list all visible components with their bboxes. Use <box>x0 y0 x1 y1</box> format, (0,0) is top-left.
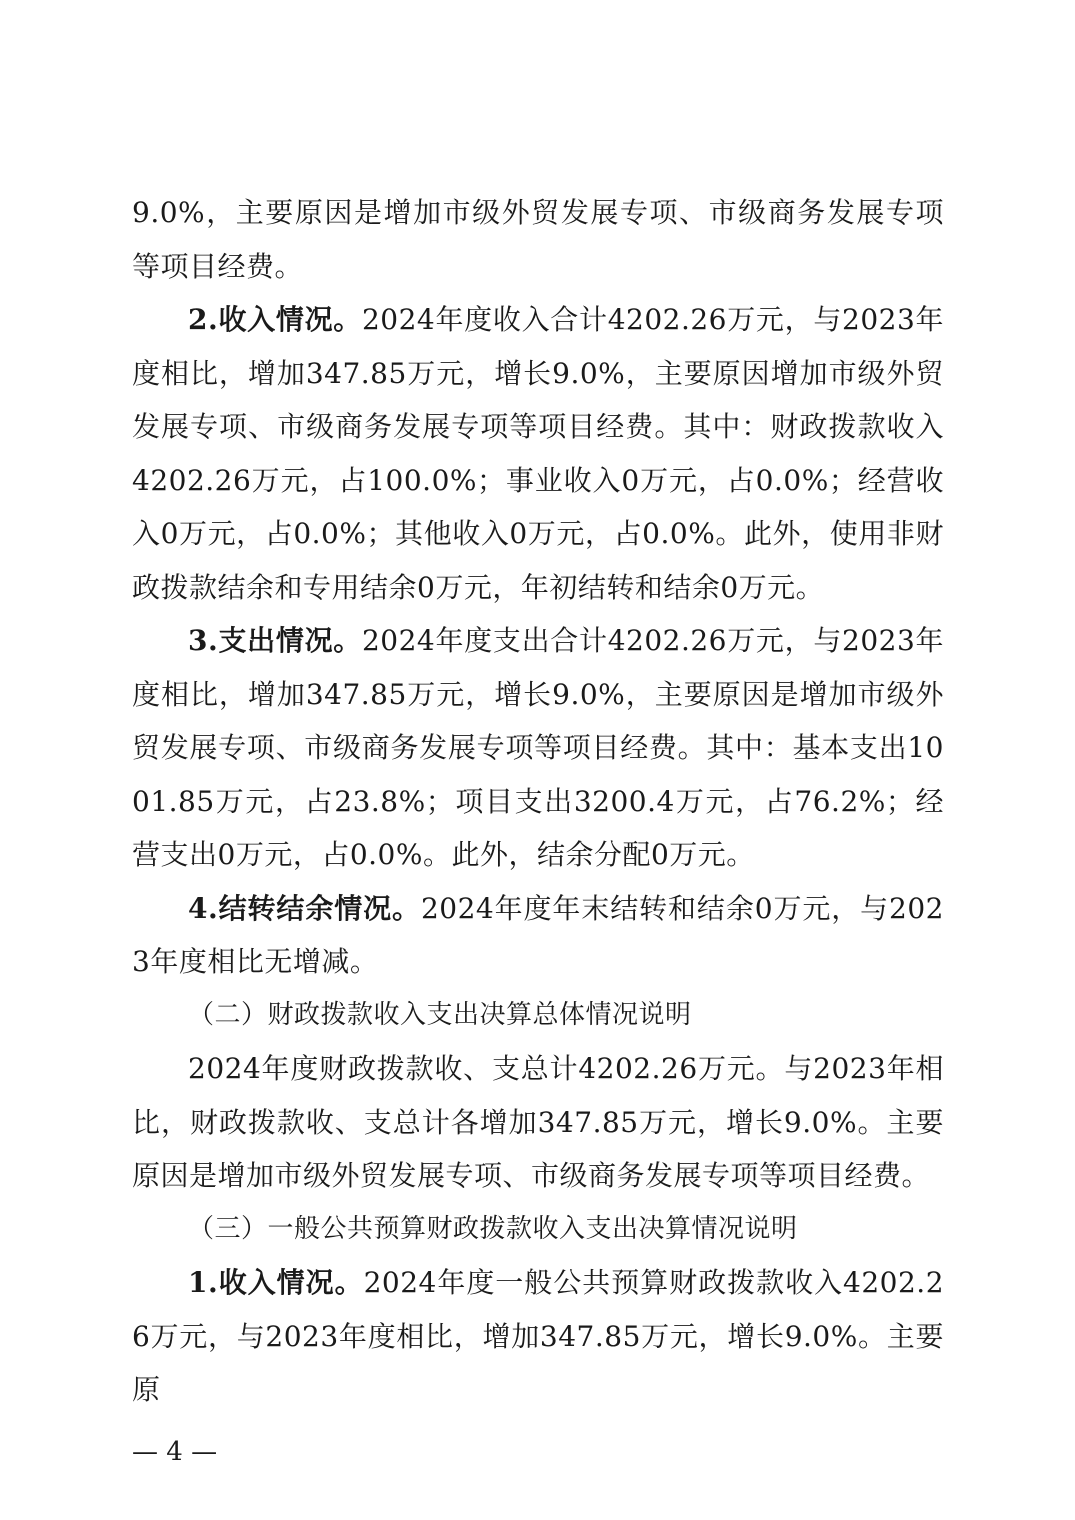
page-number: — 4 — <box>132 1437 218 1467</box>
paragraph-heading: 4.结转结余情况。 <box>188 891 421 925</box>
paragraph-text: 9.0%，主要原因是增加市级外贸发展专项、市级商务发展专项等项目经费。 <box>132 196 944 283</box>
paragraph-expenditure <box>132 614 944 882</box>
document-body <box>132 186 944 1417</box>
paragraph-text: 2024年度收入合计4202.26万元，与2023年度相比，增加347.85万元，增长9.0%，主要原因增加市级外贸发展专项、市级商务发展专项等项目经费。其中：财政拨款收入4202.26万元，占100.0%；事业收入0万元，占0.0%；经营收入0万元，占0.0%；其他收入0万元，占0.0%。此外，使用非财政拨款结余和专用结余0万元，年初结转和结余0万元。 <box>132 303 944 604</box>
section-title: （二）财政拨款收入支出决算总体情况说明 <box>188 999 692 1030</box>
paragraph-text: 2024年度支出合计4202.26万元，与2023年度相比，增加347.85万元，增长9.0%，主要原因是增加市级外贸发展专项、市级商务发展专项等项目经费。其中：基本支出1001.85万元，占23.8%；项目支出3200.4万元，占76.2%；经营支出0万元，占0.0%。此外，结余分配0万元。 <box>132 624 944 871</box>
paragraph-text: 2024年度年末结转和结余0万元，与2023年度相比无增减。 <box>132 891 944 978</box>
paragraph-continuation <box>132 186 944 293</box>
paragraph-heading: 1.收入情况。 <box>188 1266 364 1299</box>
paragraph-text: 2024年度一般公共预算财政拨款收入4202.26万元，与2023年度相比，增加347.85万元，增长9.0%。主要原 <box>132 1266 945 1406</box>
paragraph-text: 2024年度财政拨款收、支总计4202.26万元。与2023年相比，财政拨款收、支总计各增加347.85万元，增长9.0%。主要原因是增加市级外贸发展专项、市级商务发展专项等项目经费。 <box>132 1052 944 1192</box>
section-title: （三）一般公共预算财政拨款收入支出决算情况说明 <box>188 1213 798 1244</box>
paragraph-heading: 2.收入情况。 <box>188 303 362 336</box>
paragraph-income <box>132 293 944 614</box>
paragraph-fiscal-overview <box>132 1042 944 1203</box>
paragraph-heading: 3.支出情况。 <box>188 624 362 657</box>
paragraph-general-budget-income <box>132 1256 944 1417</box>
paragraph-carryover <box>132 882 944 989</box>
